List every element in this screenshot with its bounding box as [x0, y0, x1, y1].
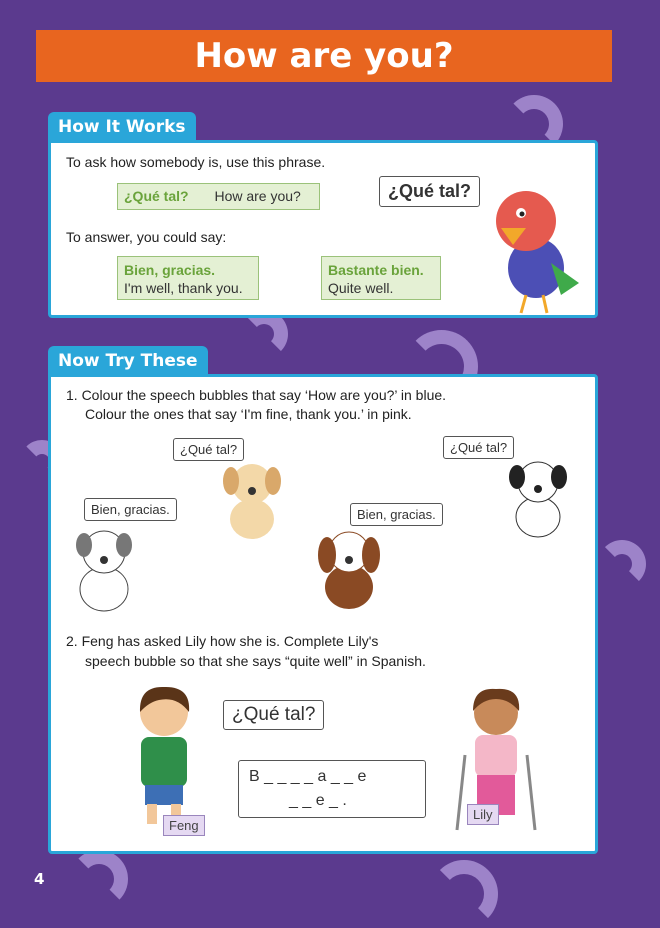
- bird-illustration: [481, 183, 581, 313]
- decorative-arc: [70, 850, 128, 908]
- dog-bubble-bien-gracias-1[interactable]: Bien, gracias.: [84, 498, 177, 521]
- answer-1-en: I'm well, thank you.: [124, 280, 243, 296]
- tab-how-it-works: How It Works: [48, 112, 196, 142]
- answer-line-1[interactable]: B _ _ _ _ a _ _ e: [249, 768, 367, 785]
- question-2-line-1: 2. Feng has asked Lily how she is. Complete Lily's: [66, 633, 379, 649]
- feng-label: Feng: [163, 815, 205, 836]
- answer-line-2[interactable]: _ _ e _ .: [289, 792, 347, 809]
- feng-speech-bubble: ¿Qué tal?: [223, 700, 324, 730]
- lily-answer-bubble[interactable]: [238, 760, 426, 818]
- dog-illustration: [66, 527, 141, 617]
- question-1-line-1: 1. Colour the speech bubbles that say ‘How are you?’ in blue.: [66, 387, 447, 403]
- answer-2-es: Bastante bien.: [328, 262, 424, 278]
- intro-text: To ask how somebody is, use this phrase.: [66, 154, 326, 170]
- page-number: 4: [34, 870, 45, 888]
- phrase-box: [117, 183, 320, 210]
- question-2-line-2: speech bubble so that she says “quite well” in Spanish.: [85, 653, 426, 669]
- answer-box-2: [321, 256, 441, 300]
- lily-label: Lily: [467, 804, 499, 825]
- answer-box-1: [117, 256, 259, 300]
- dog-illustration: [503, 457, 573, 542]
- dog-illustration: [309, 527, 389, 612]
- dog-bubble-bien-gracias-2[interactable]: Bien, gracias.: [350, 503, 443, 526]
- now-try-panel: [48, 374, 598, 854]
- dog-bubble-que-tal-1[interactable]: ¿Qué tal?: [173, 438, 244, 461]
- feng-illustration: [129, 682, 199, 832]
- how-it-works-panel: [48, 140, 598, 318]
- phrase-en: How are you?: [214, 188, 301, 204]
- answer-intro-text: To answer, you could say:: [66, 229, 227, 245]
- question-1-line-2: Colour the ones that say ‘I'm fine, thank you.’ in pink.: [85, 406, 412, 422]
- tab-now-try-these: Now Try These: [48, 346, 208, 376]
- dog-bubble-que-tal-2[interactable]: ¿Qué tal?: [443, 436, 514, 459]
- phrase-es: ¿Qué tal?: [124, 188, 189, 204]
- answer-2-en: Quite well.: [328, 280, 394, 296]
- page-title: How are you?: [36, 30, 612, 82]
- answer-1-es: Bien, gracias.: [124, 262, 216, 278]
- decorative-arc: [598, 540, 646, 588]
- bird-speech-bubble: ¿Qué tal?: [379, 176, 480, 207]
- dog-illustration: [217, 459, 287, 544]
- decorative-arc: [430, 860, 498, 928]
